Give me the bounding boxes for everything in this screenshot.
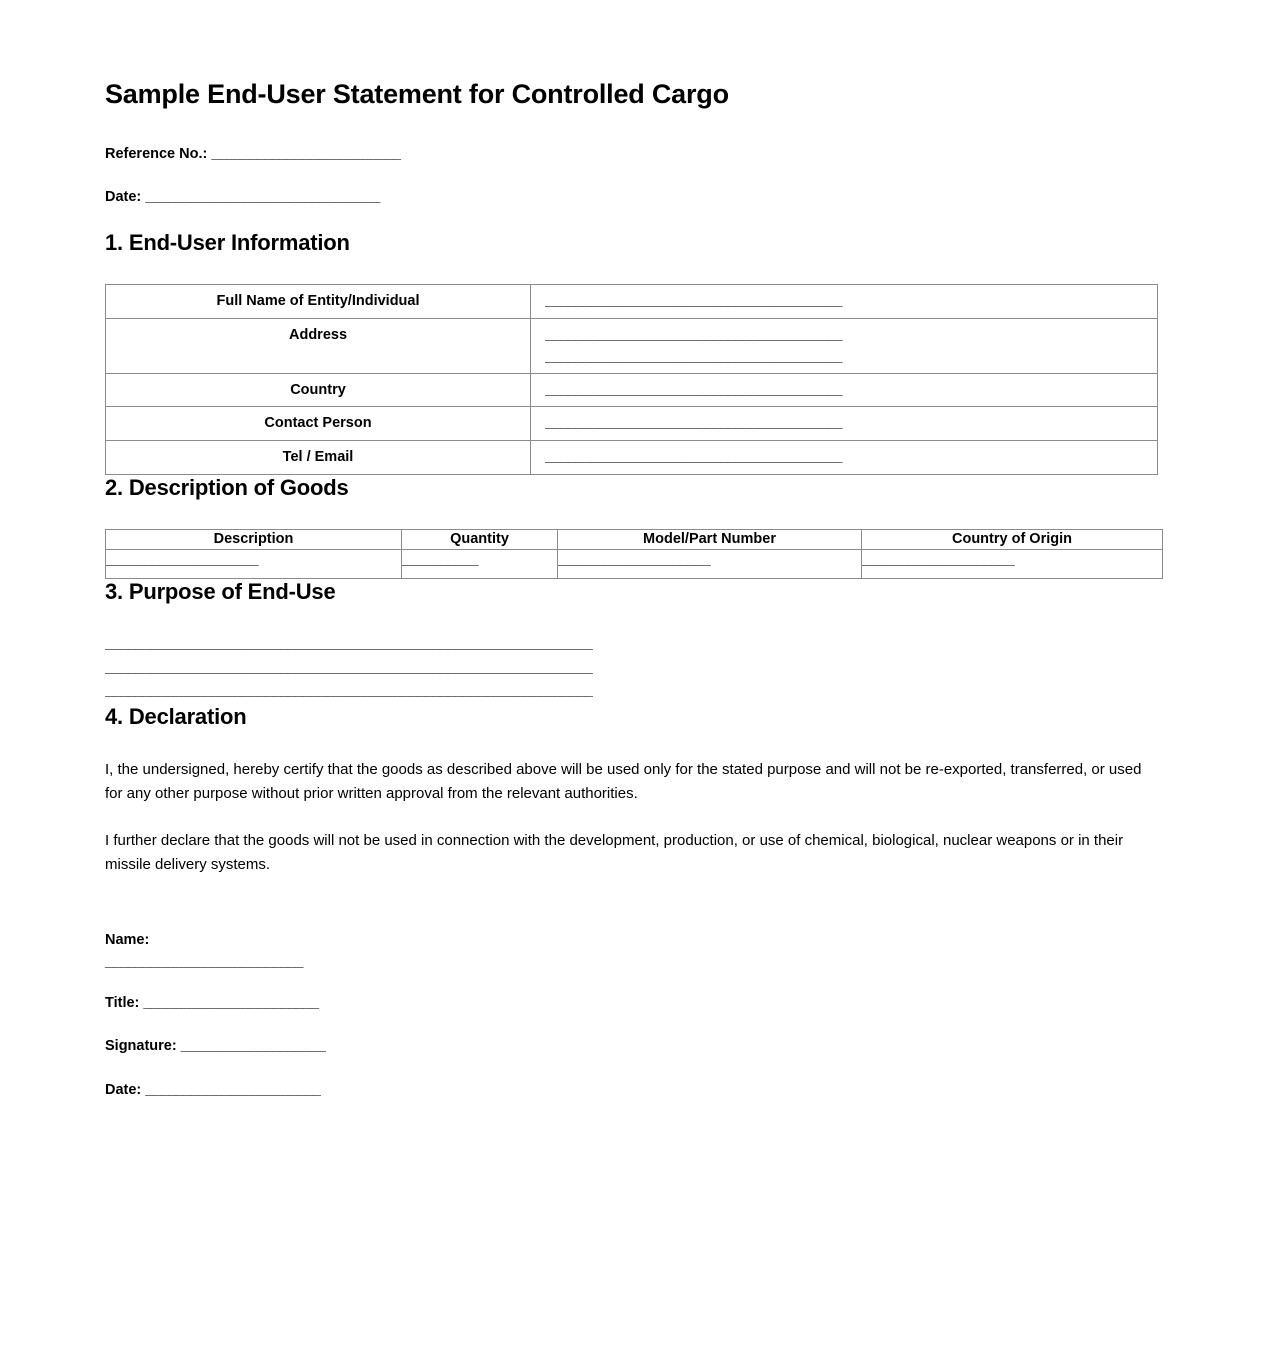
row-label-contact-person: Contact Person: [106, 407, 531, 441]
reference-number-rule[interactable]: _________________________: [211, 146, 401, 163]
cell-model-part-number[interactable]: [558, 549, 862, 578]
cell-country-of-origin[interactable]: [862, 549, 1163, 578]
description-of-goods-table: [105, 529, 1163, 579]
input-rule[interactable]: _______________________________________: [545, 293, 842, 310]
end-user-information-table: [105, 284, 1158, 474]
signature-label-title: Title:: [105, 994, 140, 1011]
input-rule[interactable]: _______________________________________: [545, 381, 842, 398]
row-value-tel-email[interactable]: [531, 440, 1158, 474]
purpose-of-end-use-write-in-area[interactable]: [105, 633, 1158, 703]
column-header-quantity: Quantity: [402, 529, 558, 549]
row-value-full-name[interactable]: [531, 285, 1158, 319]
column-header-model-part-number: Model/Part Number: [558, 529, 862, 549]
signature-label-date: Date:: [105, 1082, 142, 1099]
input-rule[interactable]: ________________________________________________________________: [105, 659, 593, 676]
signature-rule-name[interactable]: __________________________: [105, 953, 303, 970]
input-rule[interactable]: ____________________: [862, 551, 1015, 568]
date-label: Date:: [105, 189, 142, 206]
signature-rule-title[interactable]: _______________________: [143, 994, 319, 1011]
input-rule[interactable]: _______________________________________: [545, 348, 842, 365]
section-heading-end-user-information: 1. End-User Information: [105, 229, 350, 255]
input-rule[interactable]: _______________________________________: [545, 448, 842, 465]
row-value-contact-person[interactable]: [531, 407, 1158, 441]
input-rule[interactable]: _______________________________________: [545, 326, 842, 343]
column-header-country-of-origin: Country of Origin: [862, 529, 1163, 549]
cell-description[interactable]: [106, 549, 402, 578]
input-rule[interactable]: ________________________________________________________________: [105, 683, 593, 700]
row-value-address[interactable]: [531, 318, 1158, 373]
cell-quantity[interactable]: [402, 549, 558, 578]
signature-label-signature: Signature:: [105, 1038, 177, 1055]
row-label-address: Address: [106, 318, 531, 373]
signature-field-date: [105, 1080, 405, 1102]
row-label-country: Country: [106, 373, 531, 407]
column-header-description: Description: [106, 529, 402, 549]
signature-rule-date[interactable]: _______________________: [145, 1082, 321, 1099]
input-rule[interactable]: ________________________________________________________________: [105, 636, 593, 653]
date-field: [105, 187, 1158, 209]
row-label-tel-email: Tel / Email: [106, 440, 531, 474]
section-heading-description-of-goods: 2. Description of Goods: [105, 474, 349, 500]
signature-field-name: [105, 930, 343, 974]
table-row: [106, 285, 1158, 319]
reference-number-field: [105, 144, 1158, 166]
declaration-paragraph-1: I, the undersigned, hereby certify that the goods as described above will be used only for the stated purpose and will not be re-exported, transferred, or used for any other purpose without prior written approval from the relevant authorities.: [105, 761, 1142, 803]
table-row: [106, 318, 1158, 373]
table-row: [106, 373, 1158, 407]
signature-block: [105, 930, 1158, 1102]
section-heading-purpose-of-end-use: 3. Purpose of End-Use: [105, 578, 336, 604]
date-rule[interactable]: _______________________________: [145, 189, 380, 206]
input-rule[interactable]: ____________________: [558, 551, 711, 568]
input-rule[interactable]: _______________________________________: [545, 415, 842, 432]
row-value-country[interactable]: [531, 373, 1158, 407]
signature-field-signature: [105, 1036, 405, 1058]
row-label-full-name: Full Name of Entity/Individual: [106, 285, 531, 319]
table-row: [106, 407, 1158, 441]
section-heading-declaration: 4. Declaration: [105, 703, 247, 729]
page-title: Sample End-User Statement for Controlled Cargo: [105, 79, 729, 109]
signature-field-title: [105, 993, 405, 1015]
table-row: [106, 549, 1163, 578]
signature-rule-signature[interactable]: ___________________: [180, 1038, 326, 1055]
signature-label-name: Name:: [105, 932, 150, 949]
reference-number-label: Reference No.:: [105, 146, 208, 163]
table-row: [106, 440, 1158, 474]
declaration-paragraph-2: I further declare that the goods will not be used in connection with the development, production, or use of chemical, biological, nuclear weapons or in their missile delivery systems.: [105, 831, 1124, 873]
table-header-row: [106, 529, 1163, 549]
input-rule[interactable]: __________: [402, 551, 479, 568]
input-rule[interactable]: ____________________: [106, 551, 259, 568]
